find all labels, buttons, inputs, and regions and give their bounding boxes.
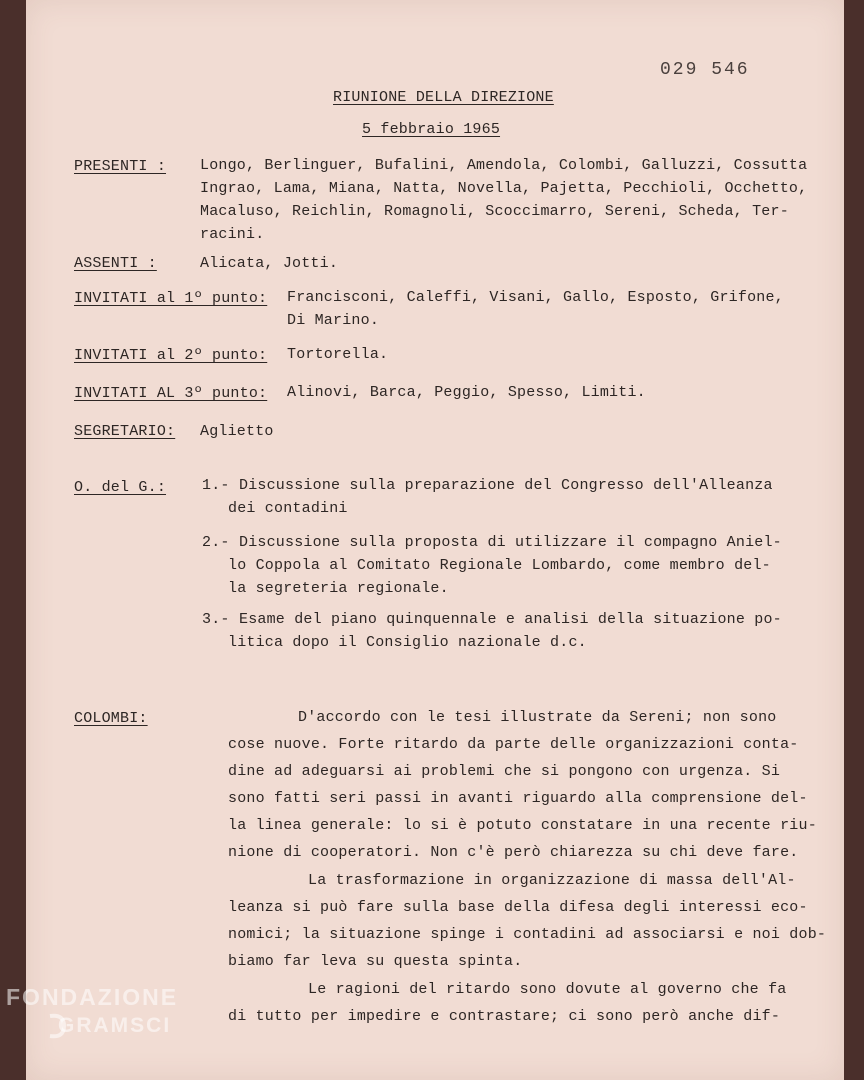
speech-line: nomici; la situazione spinge i contadini ad associarsi e noi dob- [228, 926, 827, 943]
presenti-label: PRESENTI : [74, 158, 167, 175]
segretario-value: Aglietto [200, 423, 274, 440]
invitati-1-line: Di Marino. [287, 312, 380, 329]
agenda-item-line: lo Coppola al Comitato Regionale Lombardo, come membro del- [228, 557, 771, 574]
speaker-label: COLOMBI: [74, 710, 148, 727]
watermark-bottom-text: GRAMSCI [58, 1014, 172, 1037]
watermark-top-text: FONDAZIONE [6, 984, 179, 1010]
agenda-label: O. del G.: [74, 479, 167, 496]
invitati-3-label: INVITATI AL 3º punto: [74, 385, 268, 402]
agenda-item-line: litica dopo il Consiglio nazionale d.c. [228, 634, 587, 651]
presenti-line: Longo, Berlinguer, Bufalini, Amendola, Colombi, Galluzzi, Cossutta [200, 157, 808, 174]
speech-line: sono fatti seri passi in avanti riguardo alla comprensione del- [228, 790, 808, 807]
invitati-1-line: Francisconi, Caleffi, Visani, Gallo, Esposto, Grifone, [287, 289, 784, 306]
speech-line: leanza si può fare sulla base della difesa degli interessi eco- [228, 899, 808, 916]
agenda-item-line: Esame del piano quinquennale e analisi della situazione po- [239, 611, 782, 628]
agenda-item-line: Discussione sulla preparazione del Congresso dell'Alleanza [239, 477, 773, 494]
invitati-1-label: INVITATI al 1º punto: [74, 290, 268, 307]
document-title: RIUNIONE DELLA DIREZIONE [333, 89, 554, 106]
agenda-item-number: 1.- [202, 477, 230, 494]
presenti-line: racini. [200, 226, 265, 243]
assenti-value: Alicata, Jotti. [200, 255, 339, 272]
speech-line: cose nuove. Forte ritardo da parte delle organizzazioni conta- [228, 736, 799, 753]
invitati-3-value: Alinovi, Barca, Peggio, Spesso, Limiti. [287, 384, 646, 401]
presenti-line: Ingrao, Lama, Miana, Natta, Novella, Pajetta, Pecchioli, Occhetto, [200, 180, 808, 197]
segretario-label: SEGRETARIO: [74, 423, 176, 440]
speech-line: di tutto per impedire e contrastare; ci sono però anche dif- [228, 1008, 781, 1025]
document-date: 5 febbraio 1965 [362, 121, 501, 138]
speech-line: biamo far leva su questa spinta. [228, 953, 523, 970]
document-page [26, 0, 844, 1080]
speech-line: dine ad adeguarsi ai problemi che si pongono con urgenza. Si [228, 763, 781, 780]
speech-line: La trasformazione in organizzazione di massa dell'Al- [308, 872, 796, 889]
presenti-line: Macaluso, Reichlin, Romagnoli, Scoccimarro, Sereni, Scheda, Ter- [200, 203, 789, 220]
watermark-logo [6, 984, 226, 1044]
speech-line: Le ragioni del ritardo sono dovute al governo che fa [308, 981, 787, 998]
invitati-2-label: INVITATI al 2º punto: [74, 347, 268, 364]
agenda-item-line: la segreteria regionale. [228, 580, 449, 597]
agenda-item-line: dei contadini [228, 500, 348, 517]
archive-number: 029 546 [660, 60, 750, 80]
speech-line: nione di cooperatori. Non c'è però chiarezza su chi deve fare. [228, 844, 799, 861]
speech-line: la linea generale: lo si è potuto constatare in una recente riu- [228, 817, 817, 834]
assenti-label: ASSENTI : [74, 255, 157, 272]
agenda-item-line: Discussione sulla proposta di utilizzare il compagno Aniel- [239, 534, 782, 551]
agenda-item-number: 2.- [202, 534, 230, 551]
speech-line: D'accordo con le tesi illustrate da Sereni; non sono [298, 709, 777, 726]
agenda-item-number: 3.- [202, 611, 230, 628]
invitati-2-value: Tortorella. [287, 346, 389, 363]
